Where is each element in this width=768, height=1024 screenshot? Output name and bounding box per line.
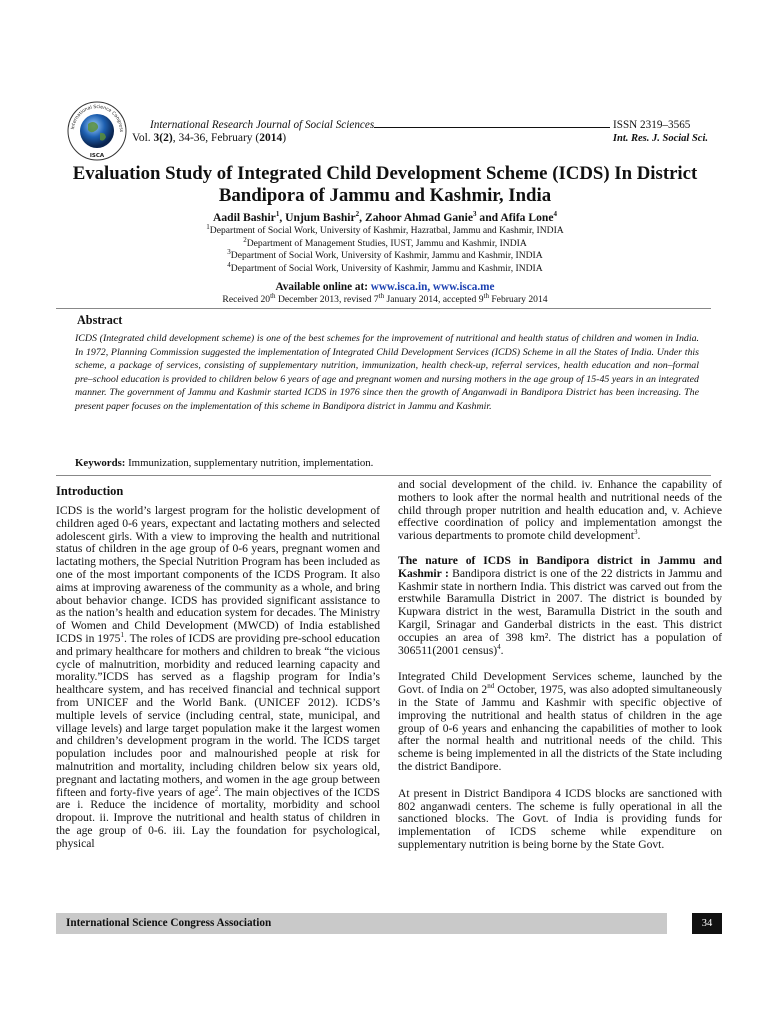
header-rule bbox=[374, 118, 610, 128]
citation-sup: 3 bbox=[634, 528, 638, 537]
abstract-heading: Abstract bbox=[77, 313, 123, 327]
author-sep: , bbox=[279, 211, 286, 224]
paragraph bbox=[398, 788, 722, 852]
divider bbox=[56, 475, 711, 476]
author-sup: 3 bbox=[473, 210, 477, 219]
journal-logo bbox=[66, 100, 128, 162]
affiliation bbox=[60, 260, 710, 276]
received-dates bbox=[60, 291, 710, 306]
affiliation-text: Department of Social Work, University of Kashmir, Jammu and Kashmir, INDIA bbox=[230, 262, 543, 274]
affiliation bbox=[60, 247, 710, 263]
author-name: Aadil Bashir bbox=[213, 211, 276, 224]
author-name: Afifa Lone bbox=[500, 211, 554, 224]
affiliation-sup: 4 bbox=[227, 260, 231, 269]
paragraph-text: Integrated Child Development Services scheme, launched by the Govt. of India on 2 bbox=[398, 670, 722, 697]
svg-text:ISCA: ISCA bbox=[89, 153, 105, 159]
author-list bbox=[60, 211, 710, 225]
accepted-date: February 2014 bbox=[488, 294, 548, 305]
keywords-text: Immunization, supplementary nutrition, implementation. bbox=[125, 457, 374, 469]
divider bbox=[56, 308, 711, 309]
volume-close: ) bbox=[282, 132, 287, 144]
affiliation-sup: 3 bbox=[227, 247, 231, 256]
introduction-paragraph bbox=[56, 505, 380, 851]
affiliation-text: Department of Social Work, University of Kashmir, Jammu and Kashmir, INDIA bbox=[230, 250, 543, 261]
author-sep: , bbox=[359, 211, 365, 224]
paragraph bbox=[398, 479, 722, 543]
paragraph bbox=[398, 671, 722, 773]
available-label: Available online at: bbox=[275, 281, 371, 293]
paper-title: Evaluation Study of Integrated Child Development Scheme (ICDS) In District Bandipora of Jammu and Kashmir, India bbox=[72, 163, 698, 206]
author-name: Zahoor Ahmad Ganie bbox=[364, 211, 473, 224]
affiliation-sup: 1 bbox=[206, 222, 210, 231]
right-column bbox=[398, 479, 722, 852]
volume-year: 2014 bbox=[259, 132, 283, 144]
page-number: 34 bbox=[692, 913, 722, 934]
affiliation-text: Department of Management Studies, IUST, Jammu and Kashmir, INDIA bbox=[246, 237, 527, 249]
volume-line bbox=[132, 131, 708, 145]
author-sup: 4 bbox=[553, 210, 557, 219]
journal-links[interactable]: www.isca.in, www.isca.me bbox=[370, 281, 495, 293]
revised-text: December 2013, revised 7 bbox=[275, 294, 379, 305]
issn: ISSN 2319–3565 bbox=[613, 119, 691, 131]
paragraph-text: and social development of the child. iv. Enhance the capability of mothers to look after the normal health and nutritional needs of the child through proper nutrition and health education and, v. Achieve effective coordination of policy and implementation amongst the various departments to promote child development bbox=[398, 478, 722, 543]
paragraph-text: At present in District Bandipora 4 ICDS blocks are sanctioned with 802 anganwadi centers. The scheme is fully operational in all the sanctioned blocks. The Govt. of India is providing funds for implementation of ICDS scheme while expenditure on supplementary nutrition is being borne by the State Govt. bbox=[398, 786, 722, 851]
affiliation bbox=[60, 222, 710, 238]
affiliation-list bbox=[60, 222, 710, 275]
paragraph-end: . bbox=[500, 643, 504, 657]
volume-pages: , 34-36, February ( bbox=[172, 132, 260, 144]
affiliation-sup: 2 bbox=[243, 235, 247, 244]
citation-sup: 1 bbox=[120, 631, 124, 640]
paragraph-text: Bandipora district is one of the 22 districts in Jammu and Kashmir state in northern India. This district was carved out from the erstwhile Baramulla District in 2007. The district is bounded by Kupwara district in the west, Baramulla District in the south and Kargil, Srinagar and Ganderbal districts in the east. This district occupies an area of 398 km². The district has a population of 306511(2001 census) bbox=[398, 566, 722, 657]
footer-organization: International Science Congress Association bbox=[66, 917, 272, 929]
author-sup: 2 bbox=[355, 210, 360, 219]
intro-text: ICDS is the world’s largest program for the holistic development of children aged 0-6 years, expectant and lactating mothers and selected adolescent girls. With a view to improving the health and nutritional status of children in the age group of 0-6 years, pregnant women and lactating mothers, the Special Nutrition Program has been included as one of the most important components of the ICDS Program. It also aims at improving awareness of the community as a whole, and bring about behavior change. ICDS has provided significant assistance to as the nation’s health and education system for decades. The Ministry of Women and Child Development (MWCD) of India established ICDS in 1975 bbox=[56, 504, 380, 645]
accepted-sup: th bbox=[483, 291, 489, 300]
volume-prefix: Vol. bbox=[132, 132, 154, 144]
received-text: Received 20 bbox=[222, 294, 271, 305]
volume-number: 3(2) bbox=[153, 132, 173, 144]
journal-name-line bbox=[150, 118, 710, 132]
paragraph-end: . bbox=[637, 529, 641, 543]
revised-sup: th bbox=[378, 291, 385, 300]
received-sup: th bbox=[270, 291, 276, 300]
keywords-label: Keywords: bbox=[75, 457, 126, 469]
globe-logo-icon bbox=[66, 100, 128, 162]
abstract-text: ICDS (Integrated child development scheme) is one of the best schemes for the improvement of nutritional and health status of children and women in India. In 1972, Planning Commission suggested the implementation of Integrated Child Development Services (ICDS) Scheme in all the States of India. Under this scheme, a package of services, consisting of supplementary nutrition, immunization, health check-up, referral services, health education and non–formal pre–school education is provided to children below 6 years of age and pregnant women and nursing mothers in the age group of 15-45 years in an integrated manner. The government of Jammu and Kashmir started ICDS in 1976 since then the growth of Anganwadi in Bandipora District has been increasing. The present paper focuses on the implementation of this scheme in Bandipora district in Jammu and Kashmir. bbox=[75, 333, 699, 412]
paragraph-text: October, 1975, was also adopted simultaneously in the State of Jammu and Kashmir with specific objective of improving the nutritional and health status of children in the age group of 0-6 years and enhancing the capabilities of mother to look after the normal health and nutritional needs of the child. This scheme is being implemented in all the districts of the State including the district Bandipore. bbox=[398, 683, 722, 773]
left-column bbox=[56, 505, 380, 851]
available-online bbox=[60, 281, 710, 294]
citation-sup: 2 bbox=[214, 784, 219, 793]
ordinal-sup: nd bbox=[487, 682, 495, 691]
citation-sup: 4 bbox=[497, 642, 501, 651]
introduction-heading: Introduction bbox=[56, 484, 124, 498]
intro-text: . The main objectives of the ICDS are i. Reduce the incidence of mortality, morbidity and school dropout. ii. Improve the nutritional and health status of children in the age group of 0-6. iii. Lay the foundation for psychological, physical bbox=[56, 785, 380, 850]
intro-text: . The roles of ICDS are providing pre-school education and primary healthcare for mothers and children to break “the vicious cycle of malnutrition, morbidity and reduced learning capacity and morality.”ICDS has served as a flagship program for India’s healthcare system, and has received financial and technical support from UNICEF and the World Bank. (UNICEF 2012). ICDS’s multiple levels of service (including central, state, municipal, and village levels) and large target population make it the largest women and children’s development program in the world. The ICDS target population includes poor and malnourished people at risk for malnutrition and mortality, including children below six years old, pregnant and lactating mothers, and women in the age group between fifteen and forty-five years of age bbox=[56, 631, 380, 799]
author-sep: and bbox=[476, 211, 501, 224]
journal-name: International Research Journal of Social Sciences bbox=[150, 119, 375, 131]
author-name: Unjum Bashir bbox=[285, 211, 356, 224]
journal-abbreviation: Int. Res. J. Social Sci. bbox=[612, 133, 708, 144]
paragraph bbox=[398, 555, 722, 657]
keywords bbox=[75, 456, 699, 470]
affiliation bbox=[60, 235, 710, 251]
svg-text:International Science Congress: International Science Congress bbox=[71, 104, 124, 133]
affiliation-text: Department of Social Work, University of Kashmir, Hazratbal, Jammu and Kashmir, INDIA bbox=[209, 225, 564, 236]
accepted-text: January 2014, accepted 9 bbox=[384, 294, 484, 305]
section-heading: The nature of ICDS in Bandipora district in Jammu and Kashmir : bbox=[398, 553, 722, 580]
author-sup: 1 bbox=[275, 210, 280, 219]
